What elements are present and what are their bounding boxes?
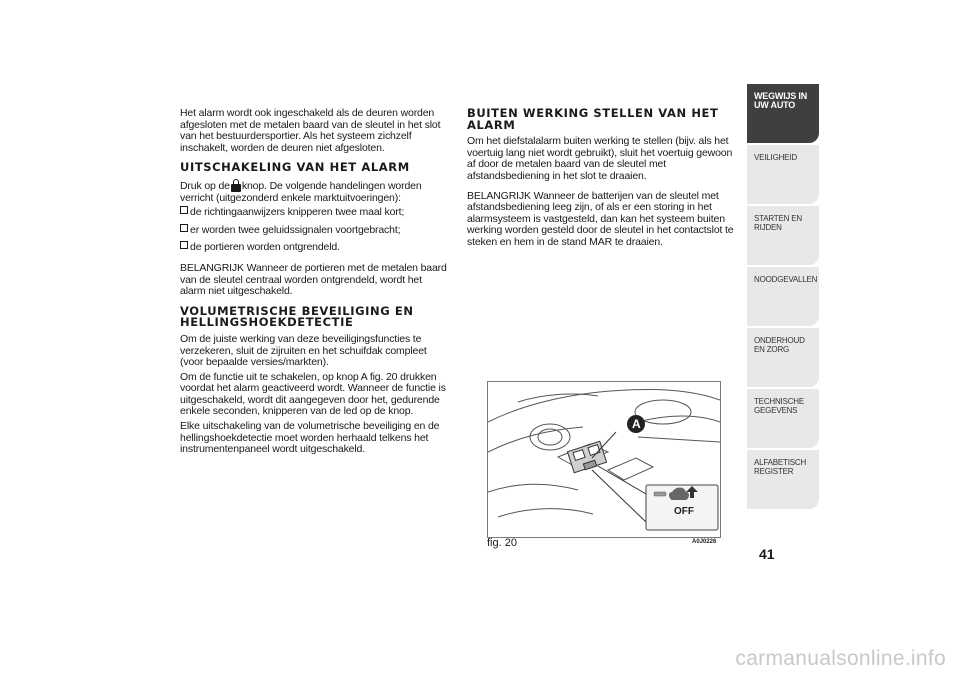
disarm-note: BELANGRIJK Wanneer de portieren met de metalen baard van de sleutel centraal worden ontgrendeld, wordt het alarm niet uitgeschakeld. xyxy=(180,261,447,298)
tab-starten[interactable]: STARTEN EN RIJDEN xyxy=(747,206,819,265)
lock-icon xyxy=(231,179,241,192)
checkbox-bullet-icon xyxy=(180,241,188,249)
callout-a-label: A xyxy=(632,417,641,431)
volumetric-p3: Elke uitschakeling van de volumetrische beveiliging en de hellingshoekdetectie moet worden herhaald telkens het instrumentenpaneel wordt uitgeschakeld. xyxy=(180,420,440,456)
chapter-tabs xyxy=(747,84,819,511)
left-column xyxy=(180,108,450,464)
checkbox-bullet-icon xyxy=(180,206,188,214)
disarm-lead-after: knop. De volgende handelingen worden verricht (uitgezonderd enkele marktuitvoeringen): xyxy=(180,179,422,204)
tab-onderhoud[interactable]: ONDERHOUD EN ZORG xyxy=(747,328,819,387)
disarm-lead-before: Druk op de xyxy=(180,179,230,192)
figure-caption: fig. 20 xyxy=(487,537,517,549)
intro-paragraph: Het alarm wordt ook ingeschakeld als de deuren worden afgesloten met de metalen baard van de sleutel in het slot van het bestuurdersportier. Als het systeem zichzelf inschakelt, worden de deuren niet afgesloten. xyxy=(180,107,441,154)
off-label: OFF xyxy=(674,506,694,517)
list-item: er worden twee geluidssignalen voortgebracht; xyxy=(180,224,450,237)
tab-veiligheid[interactable]: VEILIGHEID xyxy=(747,145,819,204)
tab-technische[interactable]: TECHNISCHE GEGEVENS xyxy=(747,389,819,448)
section-heading-deactivate: BUITEN WERKING STELLEN VAN HET ALARM xyxy=(467,106,719,132)
volumetric-p2: Om de functie uit te schakelen, op knop A fig. 20 drukken voordat het alarm geactiveerd wordt. Wanneer de functie is uitgeschakeld, wordt dit aangegeven door het, gedurende enkele seconden, knipperen van de led op de knop. xyxy=(180,370,446,418)
deactivate-p2: BELANGRIJK Wanneer de batterijen van de sleutel met afstandsbediening leeg zijn, of als er een storing in het alarmsysteem is vastgesteld, dan kan het systeem buiten werking worden gesteld door de sleutel in het contactslot te steken en hem in de stand MAR te draaien. xyxy=(467,189,734,248)
section-heading-volumetric: VOLUMETRISCHE BEVEILIGING EN HELLINGSHOEKDETECTIE xyxy=(180,303,414,330)
tab-wegwijs[interactable]: WEGWIJS IN UW AUTO xyxy=(747,84,819,143)
list-item: de richtingaanwijzers knipperen twee maal kort; xyxy=(180,206,450,219)
disarm-lead xyxy=(180,179,450,204)
right-column xyxy=(467,108,739,257)
deactivate-p1: Om het diefstalalarm buiten werking te stellen (bijv. als het voertuig lang niet wordt gebruikt), sluit het voertuig gewoon af door de metalen baard van de sleutel met afstandsbediening in het slot te draaien. xyxy=(467,135,733,182)
checkbox-bullet-icon xyxy=(180,224,188,232)
tab-alfabetisch[interactable]: ALFABETISCH REGISTER xyxy=(747,450,819,509)
footer-watermark[interactable]: carmanualsonline.info xyxy=(735,647,946,670)
figure-code: A0J0226 xyxy=(692,539,717,545)
section-heading-disarm: UITSCHAKELING VAN HET ALARM xyxy=(180,160,410,175)
page-number: 41 xyxy=(759,546,775,562)
tab-noodgevallen[interactable]: NOODGEVALLEN xyxy=(747,267,819,326)
volumetric-p1: Om de juiste werking van deze beveiligingsfuncties te verzekeren, sluit de zijruiten en het schuifdak compleet (voor bepaalde versies/markten). xyxy=(180,332,427,369)
list-item: de portieren worden ontgrendeld. xyxy=(180,241,450,254)
figure-20 xyxy=(487,381,721,538)
